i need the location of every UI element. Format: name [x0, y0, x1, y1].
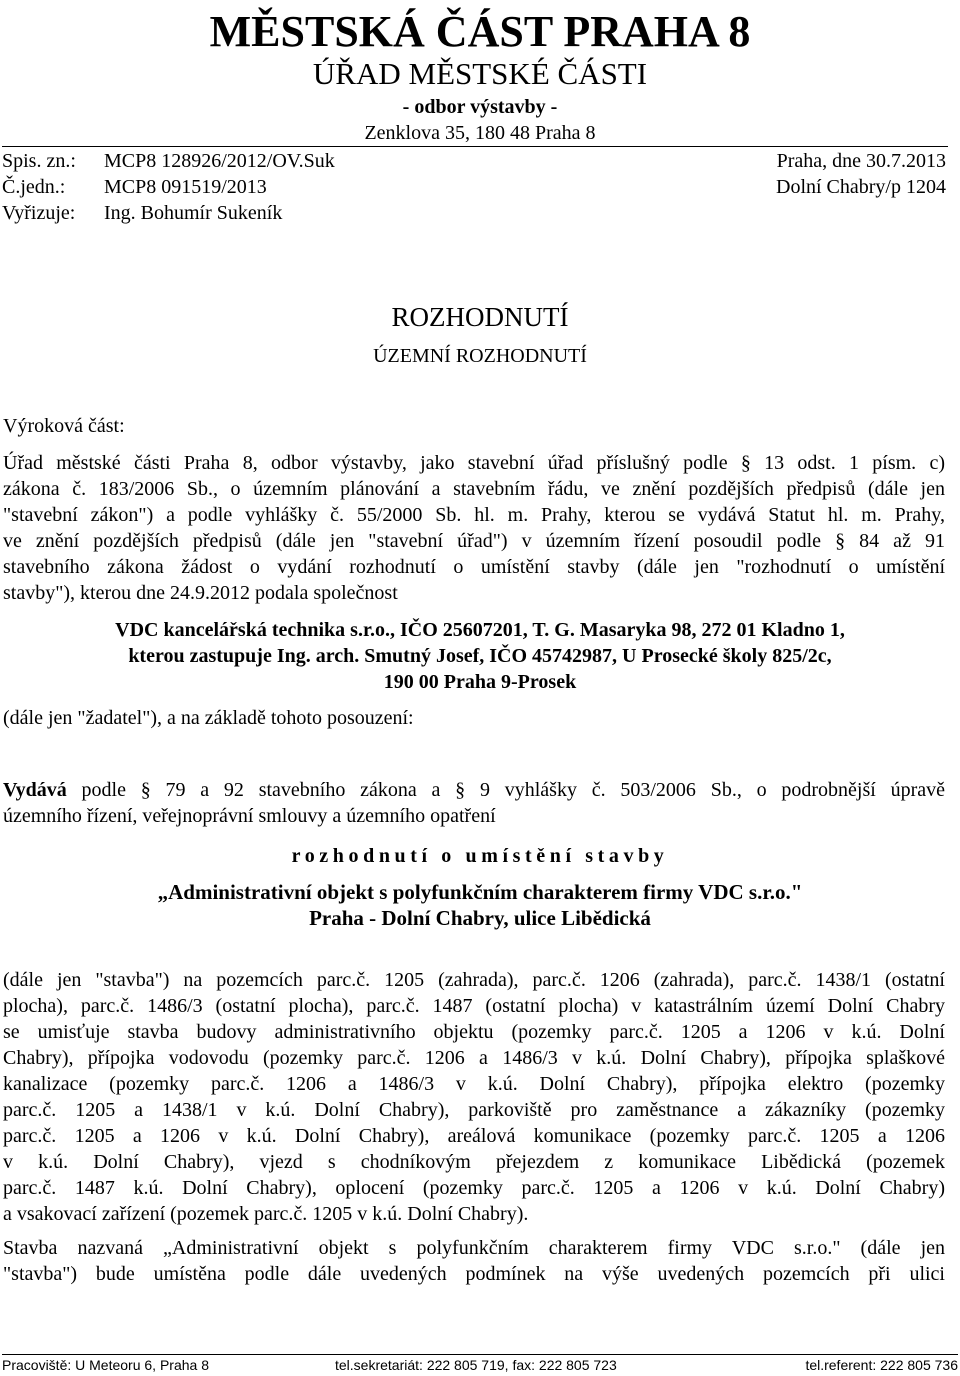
office-address: Zenklova 35, 180 48 Praha 8: [364, 122, 596, 144]
footer-divider: [2, 1354, 958, 1355]
department: - odbor výstavby -: [402, 96, 558, 118]
section-label: Výroková část:: [3, 415, 125, 437]
parcels-paragraph: [3, 967, 945, 1227]
paragraph-line: Úřad městské části Praha 8, odbor výstavby, jako stavební úřad příslušný podle § 13 odst. 1 písm. c): [3, 452, 945, 474]
paragraph-line: parc.č. 1487 k.ú. Dolní Chabry), oplocení (pozemky parc.č. 1205 a 1206 v k.ú. Dolní Chabry): [3, 1177, 945, 1199]
office-subtitle: ÚŘAD MĚSTSKÉ ČÁSTI: [312, 56, 648, 91]
footer-referent: tel.referent: 222 805 736: [805, 1357, 958, 1373]
location-ref: Dolní Chabry/p 1204: [776, 176, 946, 198]
paragraph-line: stavebního zákona žádost o vydání rozhodnutí o umístění stavby (dále jen "rozhodnutí o umístění: [3, 556, 945, 578]
applicant-representative: kterou zastupuje Ing. arch. Smutný Josef, IČO 45742987, U Prosecké školy 825/2c,: [128, 645, 832, 667]
paragraph-line: [3, 777, 945, 803]
spis-value: MCP8 128926/2012/OV.Suk: [104, 150, 335, 172]
office-title: MĚSTSKÁ ČÁST PRAHA 8: [209, 7, 751, 56]
paragraph-line: ve znění pozdějších předpisů (dále jen "stavební úřad") v územním řízení posoudil podle § 84 až 91: [3, 530, 945, 552]
paragraph-line: parc.č. 1205 a 1438/1 v k.ú. Dolní Chabry), parkoviště pro zaměstnance a zákazníky (pozemky: [3, 1099, 945, 1121]
paragraph-line: kanalizace (pozemky parc.č. 1206 a 1486/3 v k.ú. Dolní Chabry), přípojka elektro (pozemky: [3, 1073, 945, 1095]
intro-paragraph: [3, 450, 945, 606]
paragraph-line: zákona č. 183/2006 Sb., o územním plánování a stavebním řádu, ve znění pozdějších předpisů (dále jen: [3, 478, 945, 500]
paragraph-line: a vsakovací zařízení (pozemek parc.č. 1205 v k.ú. Dolní Chabry).: [3, 1203, 529, 1225]
applicant-note: (dále jen "žadatel"), a na základě tohoto posouzení:: [3, 707, 414, 729]
paragraph-line: Stavba nazvaná „Administrativní objekt s polyfunkčním charakterem firmy VDC s.r.o." (dále jen: [3, 1237, 945, 1259]
jedn-label: Č.jedn.:: [2, 176, 66, 198]
vyrizuje-value: Ing. Bohumír Sukeník: [104, 202, 283, 224]
issues-text: podle § 79 a 92 stavebního zákona a § 9 vyhlášky č. 503/2006 Sb., o podrobnější úpravě: [81, 779, 946, 801]
project-location: Praha - Dolní Chabry, ulice Libědická: [309, 906, 651, 930]
paragraph-line: (dále jen "stavba") na pozemcích parc.č. 1205 (zahrada), parc.č. 1206 (zahrada), parc.č. 1438/1 (ostatní: [3, 969, 945, 991]
header-divider: [2, 146, 948, 147]
issues-paragraph: [3, 777, 945, 829]
paragraph-line: "stavba") bude umístěna podle dále uvedených podmínek na výše uvedených pozemcích při ulici: [3, 1263, 945, 1285]
paragraph-line: stavby"), kterou dne 24.9.2012 podala společnost: [3, 582, 398, 604]
applicant-address: 190 00 Praha 9-Prosek: [383, 671, 577, 693]
document-date: Praha, dne 30.7.2013: [776, 150, 946, 172]
applicant-line: VDC kancelářská technika s.r.o., IČO 25607201, T. G. Masaryka 98, 272 01 Kladno 1,: [115, 619, 845, 641]
paragraph-line: v k.ú. Dolní Chabry), vjezd s chodníkovým přejezdem z komunikace Libědická (pozemek: [3, 1151, 945, 1173]
spis-label: Spis. zn.:: [2, 150, 76, 172]
paragraph-line: "stavební zákon") a podle vyhlášky č. 55/2000 Sb. hl. m. Prahy, kterou se vydává Statut hl. m. Prahy,: [3, 504, 945, 526]
issues-bold-word: Vydává: [3, 779, 67, 801]
decision-subheading: ÚZEMNÍ ROZHODNUTÍ: [373, 345, 587, 367]
paragraph-line: se umisťuje stavba budovy administrativního objektu (pozemky parc.č. 1205 a 1206 v k.ú. Dolní: [3, 1021, 945, 1043]
footer-workplace: Pracoviště: U Meteoru 6, Praha 8: [2, 1357, 209, 1373]
decision-heading: ROZHODNUTÍ: [391, 302, 569, 332]
paragraph-line: parc.č. 1205 a 1206 v k.ú. Dolní Chabry), areálová komunikace (pozemky parc.č. 1205 a 1206: [3, 1125, 945, 1147]
project-name: „Administrativní objekt s polyfunkčním charakterem firmy VDC s.r.o.": [157, 880, 803, 904]
paragraph-line: plocha), parc.č. 1486/3 (ostatní plocha), parc.č. 1487 (ostatní plocha) v katastrálním území Dolní Chabry: [3, 995, 945, 1017]
vyrizuje-label: Vyřizuje:: [2, 202, 76, 224]
placement-heading: rozhodnutí o umístění stavby: [291, 845, 669, 867]
paragraph-line: Chabry), přípojka vodovodu (pozemky parc.č. 1206 a 1486/3 v k.ú. Dolní Chabry), přípojka splaškové: [3, 1047, 945, 1069]
paragraph-line: územního řízení, veřejnoprávní smlouvy a územního opatření: [3, 805, 496, 827]
jedn-value: MCP8 091519/2013: [104, 176, 267, 198]
naming-paragraph: [3, 1235, 945, 1287]
footer-secretariat: tel.sekretariát: 222 805 719, fax: 222 805 723: [335, 1357, 617, 1373]
